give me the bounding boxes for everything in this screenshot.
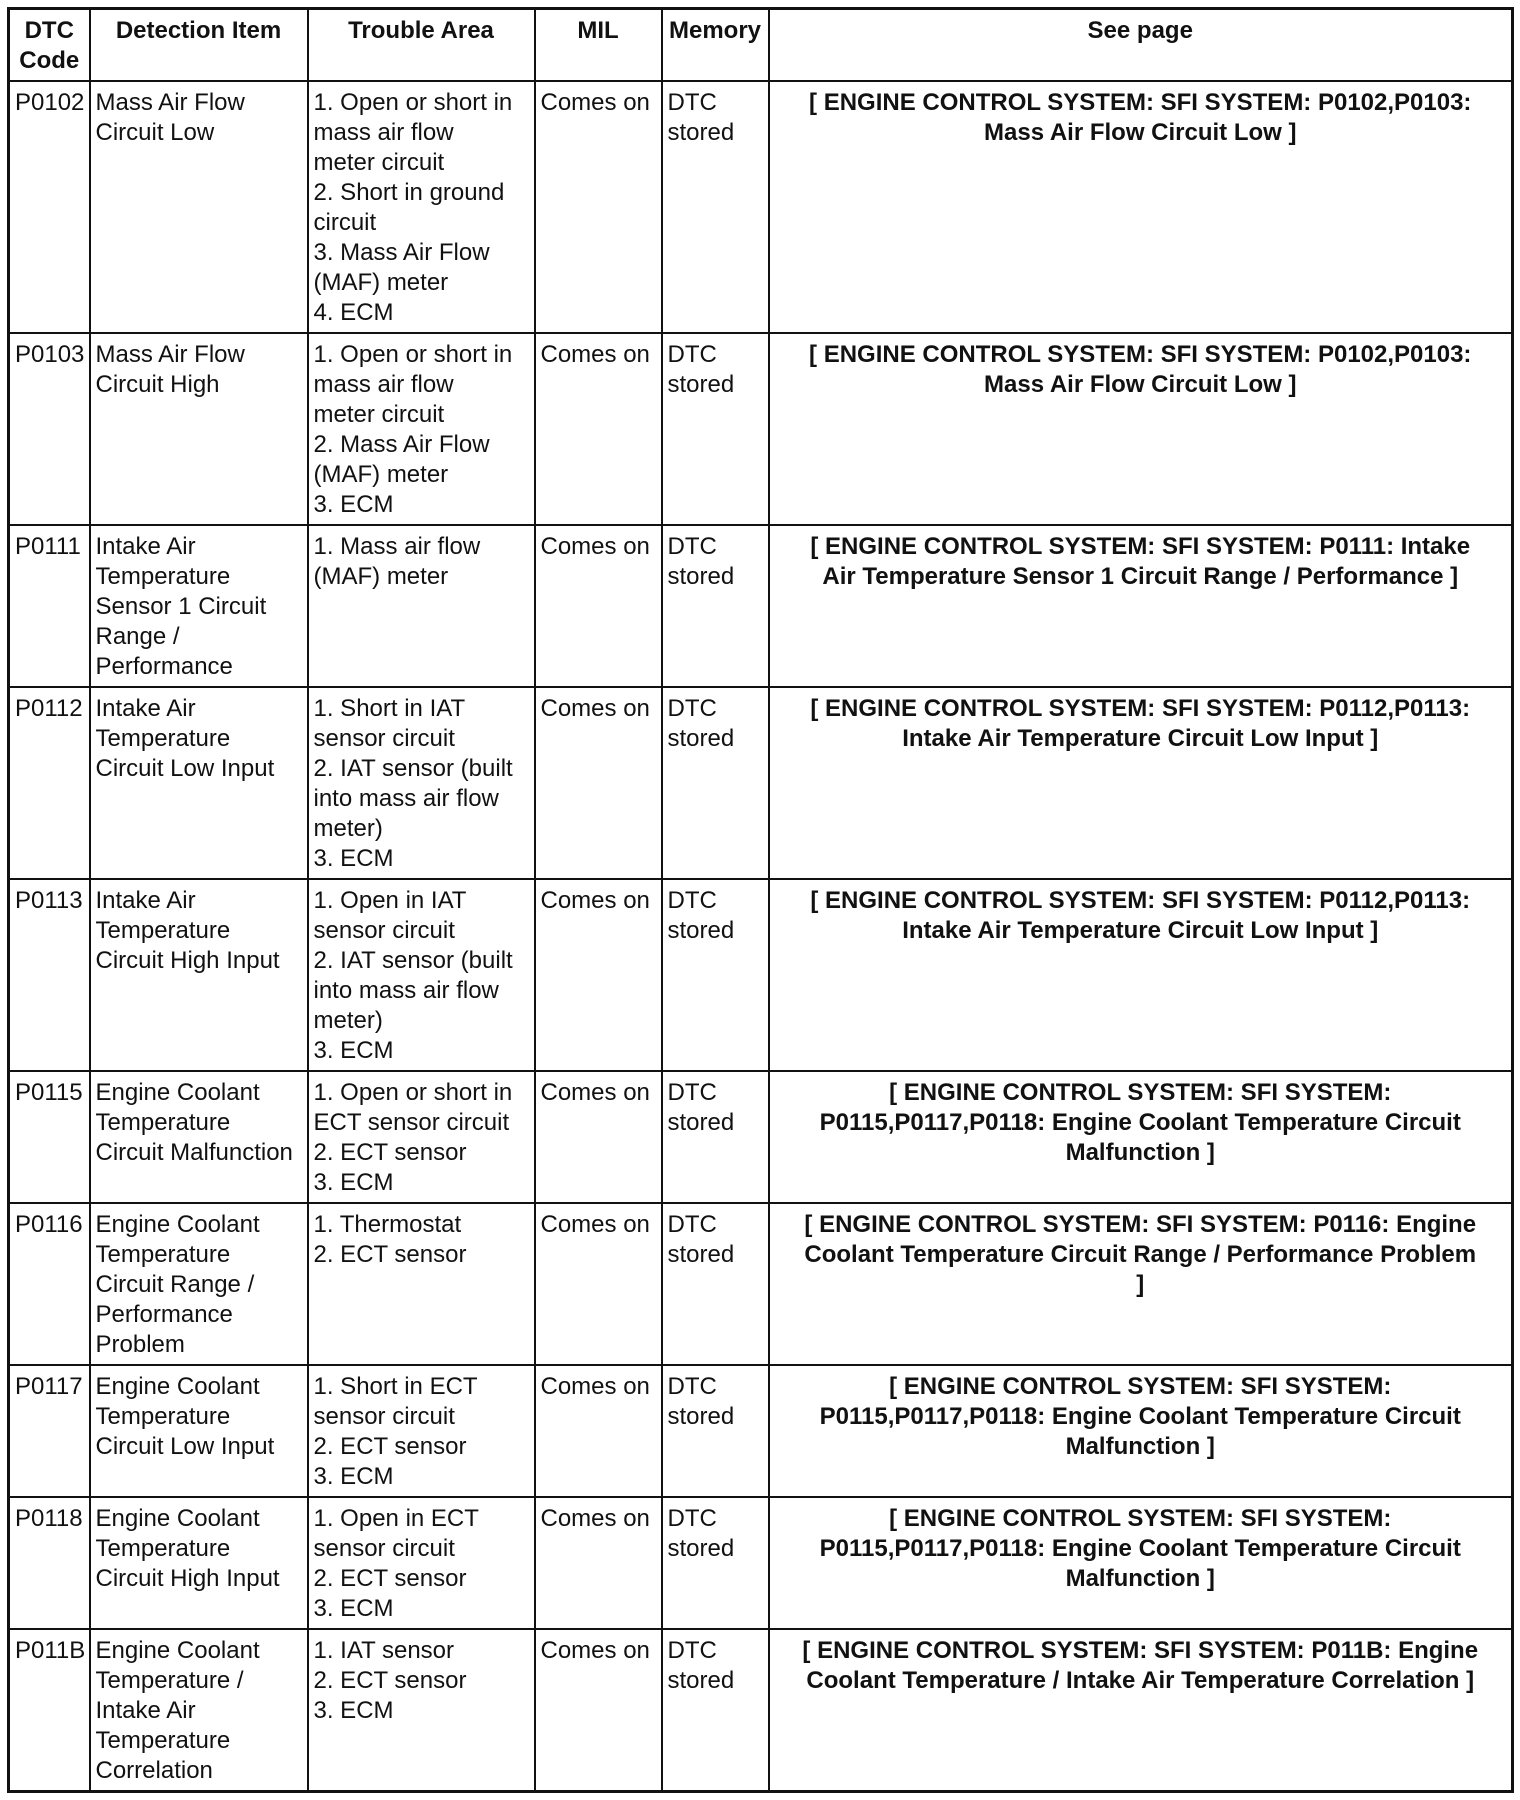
see-page-link[interactable]: [ ENGINE CONTROL SYSTEM: SFI SYSTEM: P0112,P0113: Intake Air Temperature Circuit Low Input ] (769, 687, 1513, 879)
memory-status: DTC stored (662, 1497, 769, 1629)
mil-status: Comes on (535, 1365, 662, 1497)
trouble-area: 1. Short in IAT sensor circuit 2. IAT sensor (built into mass air flow meter) 3. ECM (308, 687, 535, 879)
trouble-area: 1. Open or short in mass air flow meter circuit 2. Short in ground circuit 3. Mass Air Flow (MAF) meter 4. ECM (308, 81, 535, 333)
dtc-table (7, 7, 1514, 1793)
detection-item: Mass Air Flow Circuit High (90, 333, 308, 525)
mil-status: Comes on (535, 687, 662, 879)
table-row (9, 1203, 1513, 1365)
dtc-code: P0116 (9, 1203, 90, 1365)
mil-status: Comes on (535, 81, 662, 333)
see-page-link[interactable]: [ ENGINE CONTROL SYSTEM: SFI SYSTEM: P0115,P0117,P0118: Engine Coolant Temperature Circuit Malfunction ] (769, 1497, 1513, 1629)
header-see-page: See page (769, 9, 1513, 82)
dtc-code: P011B (9, 1629, 90, 1792)
header-memory: Memory (662, 9, 769, 82)
mil-status: Comes on (535, 333, 662, 525)
see-page-link[interactable]: [ ENGINE CONTROL SYSTEM: SFI SYSTEM: P0112,P0113: Intake Air Temperature Circuit Low Input ] (769, 879, 1513, 1071)
detection-item: Intake Air Temperature Circuit High Input (90, 879, 308, 1071)
memory-status: DTC stored (662, 1203, 769, 1365)
mil-status: Comes on (535, 1629, 662, 1792)
memory-status: DTC stored (662, 687, 769, 879)
dtc-code: P0111 (9, 525, 90, 687)
detection-item: Engine Coolant Temperature Circuit Low Input (90, 1365, 308, 1497)
table-row (9, 333, 1513, 525)
dtc-code: P0117 (9, 1365, 90, 1497)
memory-status: DTC stored (662, 1629, 769, 1792)
detection-item: Mass Air Flow Circuit Low (90, 81, 308, 333)
see-page-link[interactable]: [ ENGINE CONTROL SYSTEM: SFI SYSTEM: P0115,P0117,P0118: Engine Coolant Temperature Circuit Malfunction ] (769, 1365, 1513, 1497)
memory-status: DTC stored (662, 525, 769, 687)
see-page-link[interactable]: [ ENGINE CONTROL SYSTEM: SFI SYSTEM: P0102,P0103: Mass Air Flow Circuit Low ] (769, 333, 1513, 525)
mil-status: Comes on (535, 1497, 662, 1629)
see-page-link[interactable]: [ ENGINE CONTROL SYSTEM: SFI SYSTEM: P0115,P0117,P0118: Engine Coolant Temperature Circuit Malfunction ] (769, 1071, 1513, 1203)
memory-status: DTC stored (662, 333, 769, 525)
trouble-area: 1. Mass air flow (MAF) meter (308, 525, 535, 687)
dtc-code: P0112 (9, 687, 90, 879)
mil-status: Comes on (535, 1071, 662, 1203)
trouble-area: 1. Open in ECT sensor circuit 2. ECT sensor 3. ECM (308, 1497, 535, 1629)
table-row (9, 1365, 1513, 1497)
header-mil: MIL (535, 9, 662, 82)
see-page-link[interactable]: [ ENGINE CONTROL SYSTEM: SFI SYSTEM: P0102,P0103: Mass Air Flow Circuit Low ] (769, 81, 1513, 333)
header-dtc-code: DTC Code (9, 9, 90, 82)
header-trouble-area: Trouble Area (308, 9, 535, 82)
trouble-area: 1. Open in IAT sensor circuit 2. IAT sensor (built into mass air flow meter) 3. ECM (308, 879, 535, 1071)
see-page-link[interactable]: [ ENGINE CONTROL SYSTEM: SFI SYSTEM: P0116: Engine Coolant Temperature Circuit Range / Performance Problem ] (769, 1203, 1513, 1365)
mil-status: Comes on (535, 1203, 662, 1365)
table-row (9, 525, 1513, 687)
trouble-area: 1. Short in ECT sensor circuit 2. ECT sensor 3. ECM (308, 1365, 535, 1497)
trouble-area: 1. Open or short in ECT sensor circuit 2. ECT sensor 3. ECM (308, 1071, 535, 1203)
dtc-code: P0118 (9, 1497, 90, 1629)
detection-item: Engine Coolant Temperature Circuit Malfunction (90, 1071, 308, 1203)
mil-status: Comes on (535, 525, 662, 687)
dtc-code: P0103 (9, 333, 90, 525)
memory-status: DTC stored (662, 81, 769, 333)
detection-item: Intake Air Temperature Sensor 1 Circuit Range / Performance (90, 525, 308, 687)
table-row (9, 687, 1513, 879)
trouble-area: 1. IAT sensor 2. ECT sensor 3. ECM (308, 1629, 535, 1792)
detection-item: Intake Air Temperature Circuit Low Input (90, 687, 308, 879)
trouble-area: 1. Open or short in mass air flow meter circuit 2. Mass Air Flow (MAF) meter 3. ECM (308, 333, 535, 525)
trouble-area: 1. Thermostat 2. ECT sensor (308, 1203, 535, 1365)
see-page-link[interactable]: [ ENGINE CONTROL SYSTEM: SFI SYSTEM: P011B: Engine Coolant Temperature / Intake Air Temperature Correlation ] (769, 1629, 1513, 1792)
header-detection-item: Detection Item (90, 9, 308, 82)
dtc-code: P0113 (9, 879, 90, 1071)
table-row (9, 1629, 1513, 1792)
mil-status: Comes on (535, 879, 662, 1071)
memory-status: DTC stored (662, 1365, 769, 1497)
see-page-link[interactable]: [ ENGINE CONTROL SYSTEM: SFI SYSTEM: P0111: Intake Air Temperature Sensor 1 Circuit Range / Performance ] (769, 525, 1513, 687)
memory-status: DTC stored (662, 1071, 769, 1203)
detection-item: Engine Coolant Temperature Circuit Range / Performance Problem (90, 1203, 308, 1365)
detection-item: Engine Coolant Temperature / Intake Air Temperature Correlation (90, 1629, 308, 1792)
detection-item: Engine Coolant Temperature Circuit High Input (90, 1497, 308, 1629)
dtc-code: P0102 (9, 81, 90, 333)
table-row (9, 879, 1513, 1071)
dtc-code: P0115 (9, 1071, 90, 1203)
table-row (9, 1071, 1513, 1203)
table-row (9, 81, 1513, 333)
table-row (9, 1497, 1513, 1629)
header-row (9, 9, 1513, 82)
memory-status: DTC stored (662, 879, 769, 1071)
